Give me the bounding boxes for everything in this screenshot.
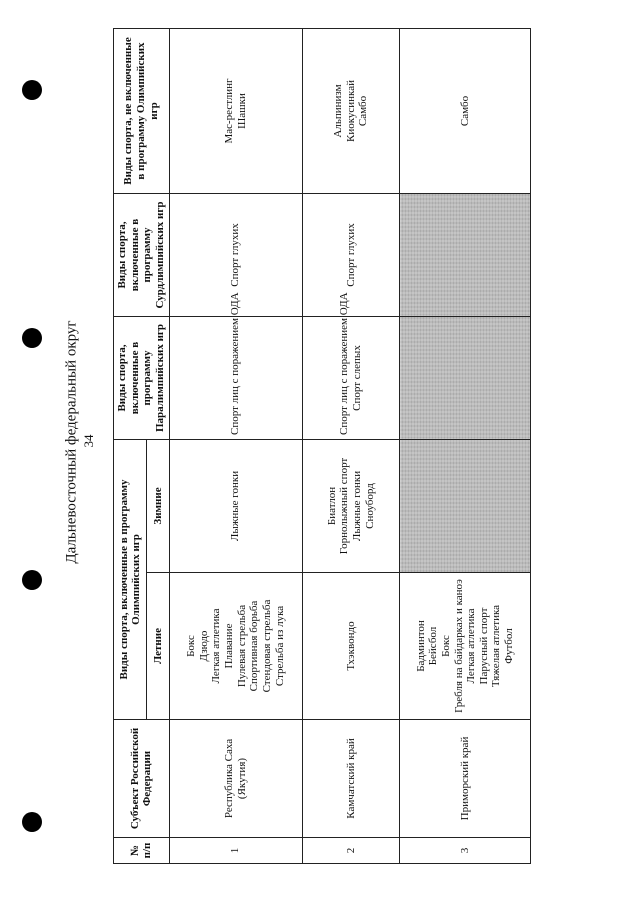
sport-item: Футбол [503,628,516,664]
sports-list [229,444,242,568]
sport-item: Биатлон [325,486,338,526]
sports-list [223,33,248,189]
header-num: № п/п [114,838,170,864]
header-deaflympic: Виды спорта, включенные в программу Сурдлимпийских игр [114,194,170,317]
sport-item: Спорт слепых [350,345,363,411]
sport-item: Горнолыжный спорт [338,457,351,555]
sport-item: Гребля на байдарках и каноэ [452,579,465,713]
sport-item: Бокс [185,635,198,657]
sport-item: Спортивная борьба [248,600,261,692]
sports-list [415,577,516,715]
deaflympic-sports-cell [302,194,399,317]
sport-item: Легкая атлетика [465,608,478,684]
sport-item: Шашки [235,93,248,129]
sport-item: Бадминтон [414,620,427,672]
header-winter: Зимние [147,440,169,573]
paralympic-sports-cell [302,292,399,440]
sports-list [326,444,377,568]
header-non-olympic: Виды спорта, не включенные в программу Олимпийских игр [114,29,170,194]
paralympic-sports-cell [169,292,302,440]
header-summer: Летние [147,573,169,720]
sports-list [459,33,472,189]
sport-item: Пулевая стрельба [235,604,248,688]
winter-sports-cell-shaded [400,440,531,573]
page-title: Дальневосточный федеральный округ [63,320,80,564]
winter-sports-cell [302,440,399,573]
sport-item: Легкая атлетика [210,608,223,684]
non-olympic-sports-cell [302,29,399,194]
sports-list [229,292,242,435]
sports-table-container [113,29,526,864]
sport-item: Лыжные гонки [229,470,242,542]
punch-hole [22,570,42,590]
page-number: 34 [81,434,96,448]
non-olympic-sports-cell [169,29,302,194]
deaflympic-sports-cell-shaded [400,194,531,317]
sports-list [338,292,363,435]
sport-item: Лыжные гонки [350,470,363,542]
summer-sports-cell [169,573,302,720]
summer-sports-cell [302,573,399,720]
sport-item: Спорт лиц с поражением ОДА [338,292,351,435]
sport-item: Альпинизм [331,84,344,138]
row-number: 2 [302,838,399,864]
non-olympic-sports-cell [400,29,531,194]
sports-list [332,33,370,189]
winter-sports-cell [169,440,302,573]
sport-item: Бейсбол [427,626,440,666]
sport-item: Самбо [458,95,471,127]
sport-item: Самбо [357,95,370,127]
sport-item: Дзюдо [197,630,210,662]
row-number: 3 [400,838,531,864]
header-olympic: Виды спорта, включенные в программу Олимпийских игр [114,440,147,720]
punch-hole [22,80,42,100]
table-row [400,29,531,864]
sport-item: Стрельба из лука [273,605,286,687]
row-subject: Республика Саха (Якутия) [169,720,302,838]
sports-list [345,577,358,715]
punch-hole [22,812,42,832]
sport-item: Тяжелая атлетика [490,604,503,688]
sports-table [113,28,531,864]
row-subject: Камчатский край [302,720,399,838]
sport-item: Сноуборд [363,483,376,529]
header-subject: Субъект Российской Федерации [114,720,170,838]
sport-item: Стендовая стрельба [260,599,273,693]
sport-item: Спорт глухих [344,223,357,287]
sports-list [185,577,286,715]
table-row [302,29,399,864]
sport-item: Мас-рестлинг [223,78,236,144]
summer-sports-cell [400,573,531,720]
sport-item: Спорт глухих [229,223,242,287]
row-number: 1 [169,838,302,864]
paralympic-sports-cell-shaded [400,317,531,440]
header-paralympic: Виды спорта, включенные в программу Паралимпийских игр [114,317,170,440]
sport-item: Спорт лиц с поражением ОДА [229,292,242,435]
row-subject: Приморский край [400,720,531,838]
sport-item: Тхэквондо [344,621,357,671]
table-row [169,29,302,864]
sport-item: Киокусинкай [344,80,357,143]
sport-item: Плавание [223,623,236,669]
sport-item: Бокс [439,635,452,657]
punch-hole [22,328,42,348]
sport-item: Парусный спорт [477,607,490,685]
